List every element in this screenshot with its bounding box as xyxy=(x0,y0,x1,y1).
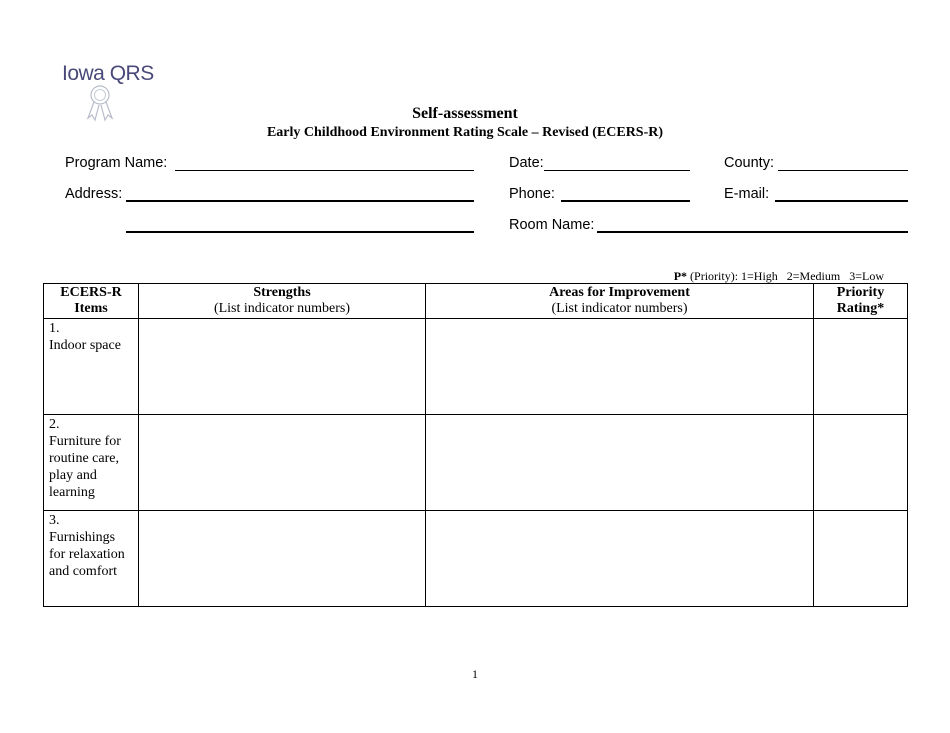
page-subtitle: Early Childhood Environment Rating Scale – Revised (ECERS-R) xyxy=(266,125,664,140)
header-items xyxy=(44,284,139,319)
header-priority-title: Priority xyxy=(836,285,885,300)
strengths-cell[interactable] xyxy=(139,415,426,511)
header-priority-note: Rating* xyxy=(836,301,885,316)
address-field[interactable] xyxy=(126,200,474,202)
header-items-note: Items xyxy=(74,301,108,316)
program-name-label: Program Name: xyxy=(65,155,168,171)
address-label: Address: xyxy=(65,186,123,202)
phone-field[interactable] xyxy=(561,200,690,202)
header-improvement xyxy=(426,284,814,319)
address-field-line-2[interactable] xyxy=(126,231,474,233)
item-number: 1. xyxy=(49,321,60,336)
header-strengths-title: Strengths xyxy=(253,285,311,300)
page-number: 1 xyxy=(472,667,478,681)
item-number: 3. xyxy=(49,513,60,528)
header-improvement-note: (List indicator numbers) xyxy=(551,301,688,316)
county-field[interactable] xyxy=(778,170,908,171)
table-header-row xyxy=(44,284,908,319)
email-field[interactable] xyxy=(775,200,908,202)
header-strengths-note: (List indicator numbers) xyxy=(213,301,351,316)
improvement-cell[interactable] xyxy=(426,319,814,415)
priority-cell[interactable] xyxy=(814,511,908,607)
header-improvement-title: Areas for Improvement xyxy=(549,285,690,300)
county-label: County: xyxy=(724,155,774,171)
program-name-field[interactable] xyxy=(175,170,474,171)
phone-label: Phone: xyxy=(509,186,555,202)
logo-text: Iowa QRS xyxy=(62,62,154,85)
item-cell xyxy=(44,319,139,415)
assessment-table xyxy=(43,283,908,607)
priority-legend-key: P* xyxy=(673,269,688,283)
priority-legend-text: (Priority): 1=High 2=Medium 3=Low xyxy=(687,269,884,283)
date-label: Date: xyxy=(509,155,544,171)
room-name-field[interactable] xyxy=(597,231,908,233)
date-field[interactable] xyxy=(544,170,690,171)
email-label: E-mail: xyxy=(724,186,770,202)
item-number: 2. xyxy=(49,417,60,432)
header-strengths xyxy=(139,284,426,319)
improvement-cell[interactable] xyxy=(426,511,814,607)
header-priority xyxy=(814,284,908,319)
strengths-cell[interactable] xyxy=(139,319,426,415)
item-name: Furniture for routine care, play and learning xyxy=(49,434,121,500)
item-cell xyxy=(44,511,139,607)
table-row xyxy=(44,511,908,607)
priority-legend xyxy=(674,269,884,284)
page-title: Self-assessment xyxy=(412,105,518,122)
improvement-cell[interactable] xyxy=(426,415,814,511)
item-name: Furnishings for relaxation and comfort xyxy=(49,530,125,579)
table-row xyxy=(44,415,908,511)
header-items-title: ECERS-R xyxy=(60,285,122,300)
room-name-label: Room Name: xyxy=(509,217,595,233)
item-name: Indoor space xyxy=(49,338,121,353)
table-row xyxy=(44,319,908,415)
item-cell xyxy=(44,415,139,511)
priority-cell[interactable] xyxy=(814,319,908,415)
priority-cell[interactable] xyxy=(814,415,908,511)
strengths-cell[interactable] xyxy=(139,511,426,607)
